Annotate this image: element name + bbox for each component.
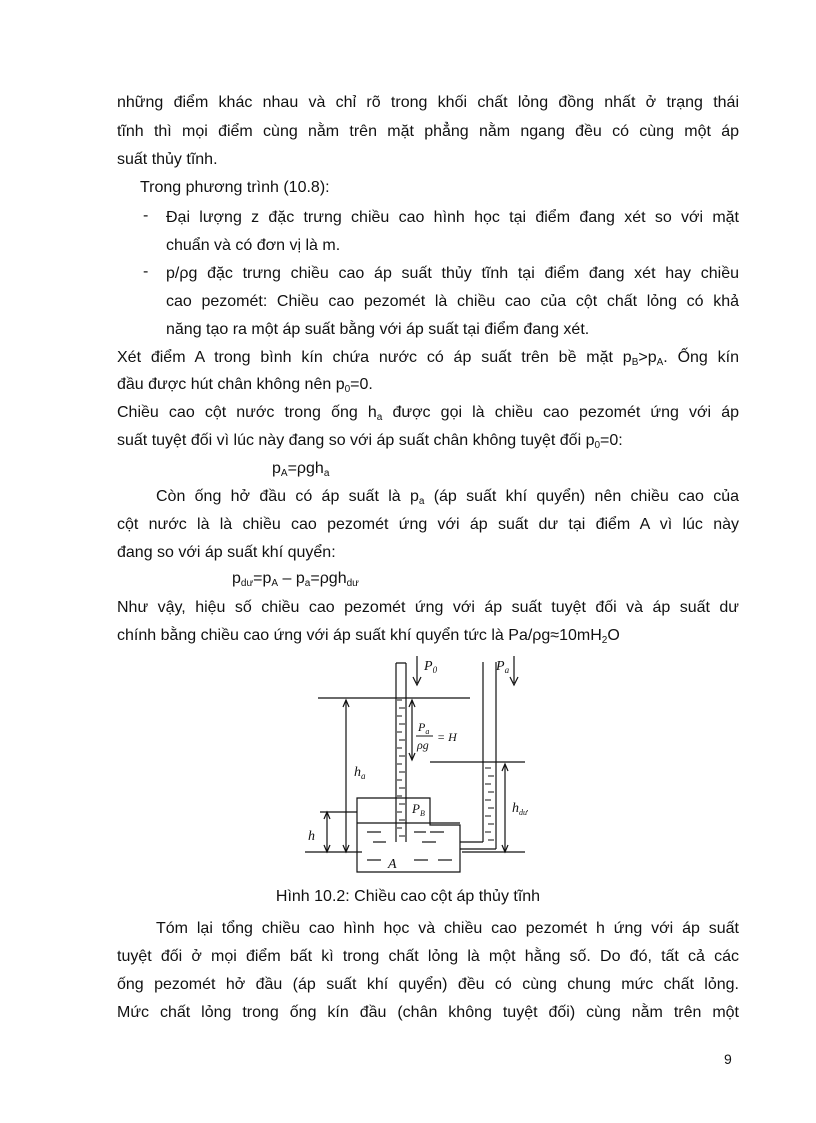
- fraction-denominator: ρg: [417, 738, 429, 752]
- text-run: . Ống kín: [663, 349, 739, 366]
- subscript: a: [323, 468, 330, 479]
- hdu-label: $h_{dư}$: [512, 801, 528, 817]
- paragraph-line: tĩnh thì mọi điểm cùng nằm trên mặt phẳng nằm ngang đều có cùng một áp: [117, 123, 739, 140]
- vessel: [357, 798, 460, 872]
- paragraph-line: ống pezomét hở đầu (áp suất khí quyển) đều có cùng chung mức chất lỏng.: [117, 976, 739, 993]
- subscript: A: [271, 578, 279, 589]
- rho-symbol: ρ: [179, 265, 189, 282]
- formula-gauge-pressure: [232, 568, 359, 590]
- subscript: A: [280, 468, 288, 479]
- text-run: Chiều cao cột nước trong ống h: [117, 404, 377, 421]
- paragraph-line: [117, 374, 739, 396]
- p0-label: $P_0$: [424, 659, 438, 675]
- paragraph-line: suất thủy tĩnh.: [117, 151, 218, 168]
- text-run: đầu được hút chân không nên p: [117, 376, 345, 393]
- fraction-numerator: $P_a$: [418, 720, 430, 736]
- figure-caption: Hình 10.2: Chiều cao cột áp thủy tĩnh: [275, 888, 541, 905]
- paragraph-line: Như vậy, hiệu số chiều cao pezomét ứng với áp suất tuyệt đối và áp suất dư: [117, 599, 739, 616]
- subscript: a: [304, 578, 311, 589]
- paragraph-line: [117, 430, 739, 452]
- bullet-line: năng tạo ra một áp suất bằng với áp suất tại điểm đang xét.: [166, 321, 590, 338]
- text-run: suất tuyệt đối vì lúc này đang so với áp suất chân không tuyệt đối p: [117, 432, 595, 449]
- closed-tube: [396, 663, 406, 842]
- paragraph-line: tuyệt đối ở mọi điểm bất kì trong chất lỏng là một hằng số. Do đó, tất cả các: [117, 948, 739, 965]
- h-label: h: [308, 829, 315, 844]
- text-run: =0:: [600, 432, 623, 449]
- text-run: Còn ống hở đầu có áp suất là p: [156, 488, 419, 505]
- text-run: Xét điểm A trong bình kín chứa nước có áp suất trên bề mặt p: [117, 349, 632, 366]
- subscript: A: [656, 357, 664, 368]
- bullet-line: chuẩn và có đơn vị là m.: [166, 237, 341, 254]
- text-run: chính bằng chiều cao ứng với áp suất khí quyển tức là Pa/ρg≈10mH: [117, 627, 602, 644]
- text-run: =0.: [350, 376, 373, 393]
- text-run: được gọi là chiều cao pezomét ứng với áp: [382, 404, 740, 421]
- subscript: dư: [240, 578, 254, 589]
- paragraph-line: đang so với áp suất khí quyển:: [117, 544, 336, 561]
- paragraph-line: [117, 347, 739, 369]
- closed-tube-liquid: [397, 700, 405, 836]
- paragraph-line: [117, 402, 739, 424]
- paragraph-line: [156, 486, 739, 508]
- subscript: a: [418, 496, 425, 507]
- open-tube: [483, 662, 496, 849]
- text-run: O: [607, 627, 620, 644]
- intro-line: Trong phương trình (10.8):: [140, 179, 330, 196]
- text-run: – p: [278, 570, 305, 587]
- text-run: =ρgh: [287, 460, 324, 477]
- text-run: =p: [253, 570, 272, 587]
- paragraph-line: Mức chất lỏng trong ống kín đầu (chân không tuyệt đối) cùng nằm trên một: [117, 1004, 739, 1021]
- paragraph-line: những điểm khác nhau và chỉ rõ trong khối chất lỏng đồng nhất ở trạng thái: [117, 94, 739, 111]
- bullet-dash: -: [143, 207, 149, 224]
- subscript: B: [631, 357, 639, 368]
- pa-label: $P_a$: [496, 659, 510, 675]
- bullet-line: [166, 263, 739, 285]
- bullet-dash: -: [143, 263, 149, 280]
- text-run: p: [272, 460, 281, 477]
- paragraph-line: Tóm lại tổng chiều cao hình học và chiều cao pezomét h ứng với áp suất: [156, 920, 739, 937]
- open-tube-liquid: [485, 768, 494, 840]
- vessel-liquid: [367, 832, 452, 860]
- hydrostatic-figure: [300, 652, 532, 880]
- bullet-line: Đại lượng z đặc trưng chiều cao hình học tại điểm đang xét so với mặt: [166, 209, 739, 226]
- connecting-pipe: [460, 842, 496, 849]
- text-run: >p: [638, 349, 657, 366]
- subscript: dư: [346, 578, 359, 589]
- subscript: 0: [344, 384, 351, 395]
- page-number: 9: [724, 1051, 732, 1067]
- formula-absolute-pressure: [272, 458, 329, 480]
- ha-label: $h_a$: [354, 765, 366, 781]
- subscript: a: [376, 412, 383, 423]
- text-run: g đặc trưng chiều cao áp suất thủy tĩnh tại điểm đang xét hay chiều: [188, 265, 739, 282]
- subscript: 2: [601, 635, 608, 646]
- point-a-label: A: [388, 857, 397, 872]
- pressure-head-label: = H: [437, 730, 457, 744]
- text-run: p/: [166, 265, 180, 282]
- paragraph-line: [117, 625, 739, 647]
- text-run: (áp suất khí quyển) nên chiều cao của: [424, 488, 739, 505]
- paragraph-line: cột nước là là chiều cao pezomét ứng với áp suất dư tại điểm A vì lúc này: [117, 516, 739, 533]
- text-run: =ρgh: [310, 570, 347, 587]
- bullet-line: cao pezomét: Chiều cao pezomét là chiều cao của cột chất lỏng có khả: [166, 293, 739, 310]
- subscript: 0: [594, 440, 601, 451]
- pb-label: $P_B$: [412, 801, 425, 818]
- text-run: p: [232, 570, 241, 587]
